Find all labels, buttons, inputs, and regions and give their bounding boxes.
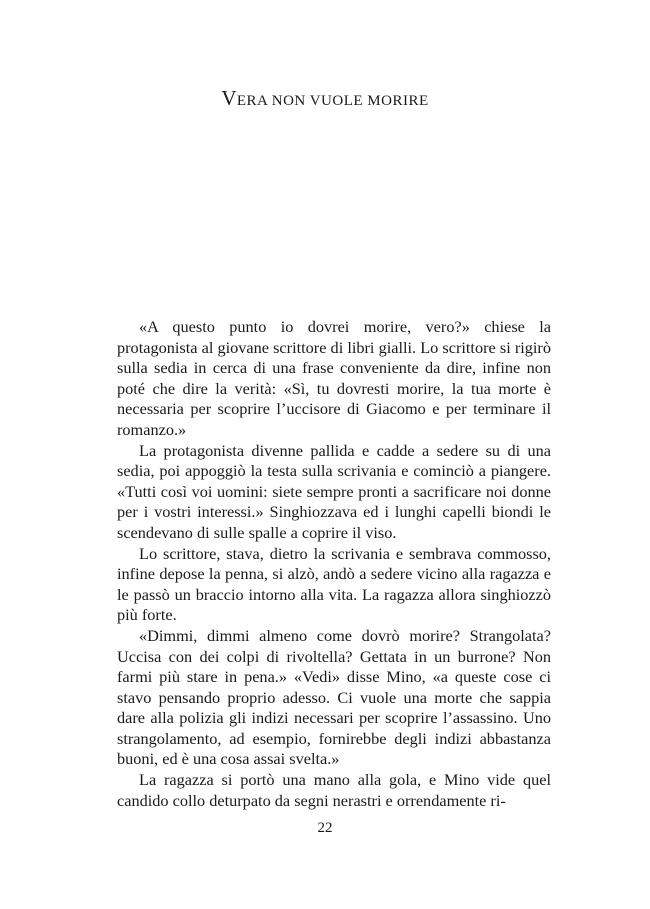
body-text	[117, 317, 551, 811]
paragraph: La protagonista divenne pallida e cadde a sedere su di una sedia, poi appoggiò la testa sulla scrivania e cominciò a piangere. «Tutti così voi uomini: siete sempre pronti a sacrificare noi donne per i vostri interessi.» Singhiozzava ed i lunghi capelli biondi le scendevano di sulle spalle a coprire il viso.	[117, 440, 551, 542]
paragraph: «Dimmi, dimmi almeno come dovrò morire? Strangolata? Uccisa con dei colpi di rivoltella? Gettata in un burrone? Non farmi più stare in pena.» «Vedi» disse Mino, «a queste cose ci stavo pensando proprio adesso. Ci vuole una morte che sappia dare alla polizia gli indizi necessari per scoprire l’assassino. Uno strangolamento, ad esempio, fornirebbe degli indizi abbastanza buoni, ed è una cosa assai svelta.»	[117, 625, 551, 769]
chapter-title	[0, 86, 650, 111]
paragraph: «A questo punto io dovrei morire, vero?» chiese la protagonista al giovane scrittore di libri gialli. Lo scrittore si rigirò sulla sedia in cerca di una frase conveniente da dire, infine non poté che dire la verità: «Sì, tu dovresti morire, la tua morte è necessaria per scoprire l’uccisore di Giacomo e per terminare il romanzo.»	[117, 317, 551, 439]
page-number: 22	[317, 820, 333, 836]
paragraph: La ragazza si portò una mano alla gola, e Mino vide quel candido collo deturpato da segni nerastri e orrendamente ri-	[117, 770, 551, 810]
paragraph: Lo scrittore, stava, dietro la scrivania e sembrava commosso, infine depose la penna, si alzò, andò a sedere vicino alla ragazza e le passò un braccio intorno alla vita. La ragazza allora singhiozzò più forte.	[117, 543, 551, 625]
chapter-title-initial: V	[221, 86, 237, 110]
chapter-title-rest: ERA NON VUOLE MORIRE	[236, 93, 429, 109]
